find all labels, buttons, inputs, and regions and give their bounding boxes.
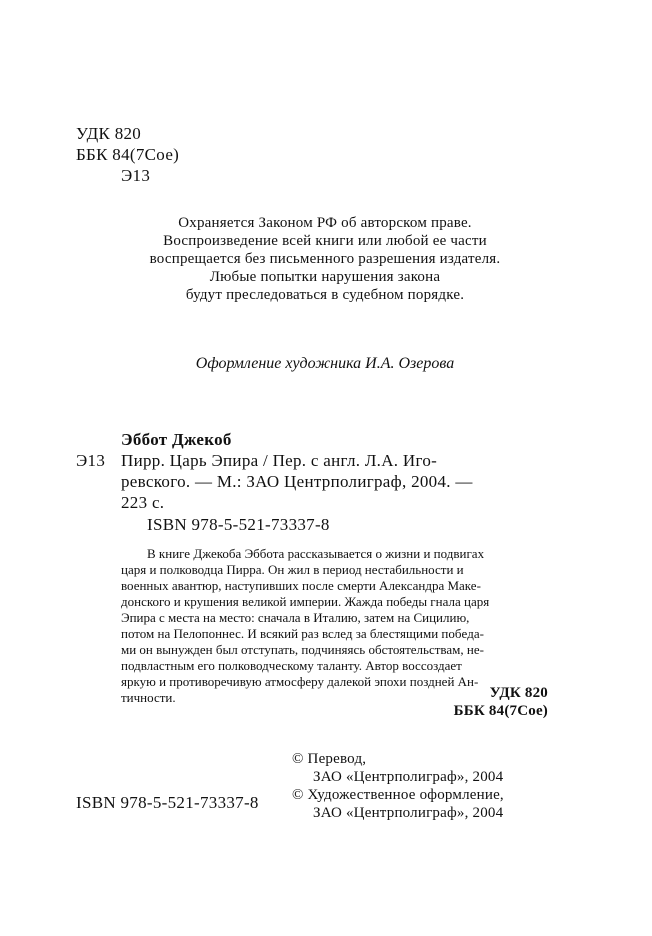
notice-line: Охраняется Законом РФ об авторском праве. [178,215,472,231]
annotation-line: яркую и противоречивую атмосферу далекой эпохи поздней Ан- [121,674,479,689]
catalog-description-line: ревского. — М.: ЗАО Центрполиграф, 2004. — [121,472,473,491]
copyright-translation: © Перевод, [292,751,367,767]
copyright-design: © Художественное оформление, [292,787,504,803]
catalog-mark: Э13 [76,451,106,470]
annotation-line: В книге Джекоба Эббота рассказывается о жизни и подвигах [147,546,485,561]
author-mark: Э13 [121,166,151,185]
notice-line: Воспроизведение всей книги или любой ее части [163,233,487,249]
annotation-line: тичности. [121,690,176,705]
bbk-code: ББК 84(7Сое) [76,145,180,164]
footer-isbn: ISBN 978-5-521-73337-8 [76,793,259,812]
annotation-line: донского и крушения великой империи. Жажда победы гнала царя [121,594,490,609]
design-credit: Оформление художника И.А. Озерова [195,355,455,372]
annotation-line: военных авантюр, наступивших после смерти Александра Маке- [121,578,481,593]
annotation-line: подвластным его полководческому таланту. Автор воссоздает [121,658,462,673]
annotation [121,546,489,706]
catalog-author: Эббот Джекоб [121,430,232,449]
copyright-design-holder: ЗАО «Центрполиграф», 2004 [313,805,504,821]
notice-line: воспрещается без письменного разрешения издателя. [149,251,501,267]
annotation-line: Эпира с места на место: сначала в Италию, затем на Сицилию, [121,610,470,625]
annotation-line: ми он вынужден был отступать, подчиняясь обстоятельствам, не- [121,642,484,657]
copyright-notice [80,214,570,304]
card-udk: УДК 820 [489,685,548,701]
annotation-line: потом на Пелопоннес. И всякий раз вслед за блестящими побeда- [121,626,484,641]
catalog-title-line: Пирр. Царь Эпира / Пер. с англ. Л.А. Иго- [121,451,438,470]
catalog-pages: 223 с. [121,493,165,512]
udk-code: УДК 820 [76,124,142,143]
copyright-translation-holder: ЗАО «Центрполиграф», 2004 [313,769,504,785]
notice-line: будут преследоваться в судебном порядке. [185,287,465,303]
annotation-line: царя и полководца Пирра. Он жил в период нестабильности и [121,562,464,577]
catalog-isbn: ISBN 978-5-521-73337-8 [147,515,330,534]
notice-line: Любые попытки нарушения закона [209,269,441,285]
card-bbk: ББК 84(7Сое) [453,703,548,719]
